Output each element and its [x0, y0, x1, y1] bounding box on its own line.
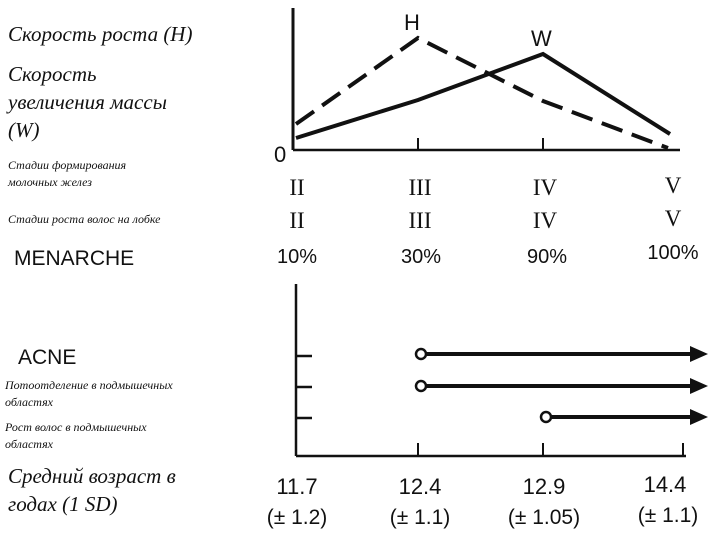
mean-age-value: 12.9 — [522, 474, 566, 499]
onset-marker — [416, 381, 426, 391]
mean-age-label-line1: Средний возраст в — [8, 464, 176, 488]
sweating-label-line1: Потоотделение в подмышечных — [5, 378, 173, 392]
mean-age-sd: (± 1.1) — [389, 506, 451, 529]
axillary-hair-label-line2: областях — [5, 437, 53, 451]
onset-marker — [541, 412, 551, 422]
breast-stage-value: III — [408, 175, 432, 200]
menarche-percent: 90% — [526, 246, 568, 268]
breast-stage-label-line2: молочных желез — [8, 175, 92, 189]
weight-curve-label: W — [531, 26, 552, 51]
mean-age-label-line2: годах (1 SD) — [8, 492, 118, 516]
height-curve-label: H — [404, 10, 420, 35]
pubic-stage-value: II — [289, 208, 305, 233]
axillary-hair-label-line1: Рост волос в подмышечных — [5, 420, 147, 434]
pubic-stage-value: IV — [532, 208, 558, 233]
onset-marker — [416, 349, 426, 359]
breast-stage-value: V — [664, 173, 682, 198]
mean-age-value: 12.4 — [398, 474, 442, 499]
mass-gain-label-line1: Скорость — [8, 62, 97, 86]
menarche-percent: 30% — [400, 246, 442, 268]
menarche-percent: 10% — [276, 246, 318, 268]
arrowhead-icon — [690, 409, 708, 425]
menarche-label: MENARCHE — [14, 247, 135, 270]
weight-velocity-curve — [296, 54, 670, 138]
pubic-stage-value: III — [408, 208, 432, 233]
pubic-stage-value: V — [664, 206, 682, 231]
breast-stage-value: II — [289, 175, 305, 200]
sweating-label-line2: областях — [5, 395, 53, 409]
breast-stage-value: IV — [532, 175, 558, 200]
acne-label: ACNE — [18, 346, 77, 369]
arrowhead-icon — [690, 346, 708, 362]
height-velocity-curve — [296, 38, 668, 148]
mean-age-sd: (± 1.05) — [507, 506, 581, 529]
growth-speed-label: Скорость роста (Н) — [8, 22, 193, 46]
mass-gain-label-line2: увеличения массы — [8, 90, 167, 114]
arrowhead-icon — [690, 378, 708, 394]
mean-age-value: 14.4 — [643, 472, 687, 497]
mean-age-sd: (± 1.2) — [266, 506, 328, 529]
mean-age-sd: (± 1.1) — [637, 504, 699, 527]
breast-stage-label-line1: Стадии формирования — [8, 158, 127, 172]
zero-label: 0 — [274, 142, 287, 167]
pubic-hair-stage-label: Стадии роста волос на лобке — [8, 212, 161, 226]
menarche-percent: 100% — [647, 242, 699, 264]
mass-gain-label-line3: (W) — [8, 118, 40, 142]
mean-age-value: 11.7 — [276, 474, 318, 499]
